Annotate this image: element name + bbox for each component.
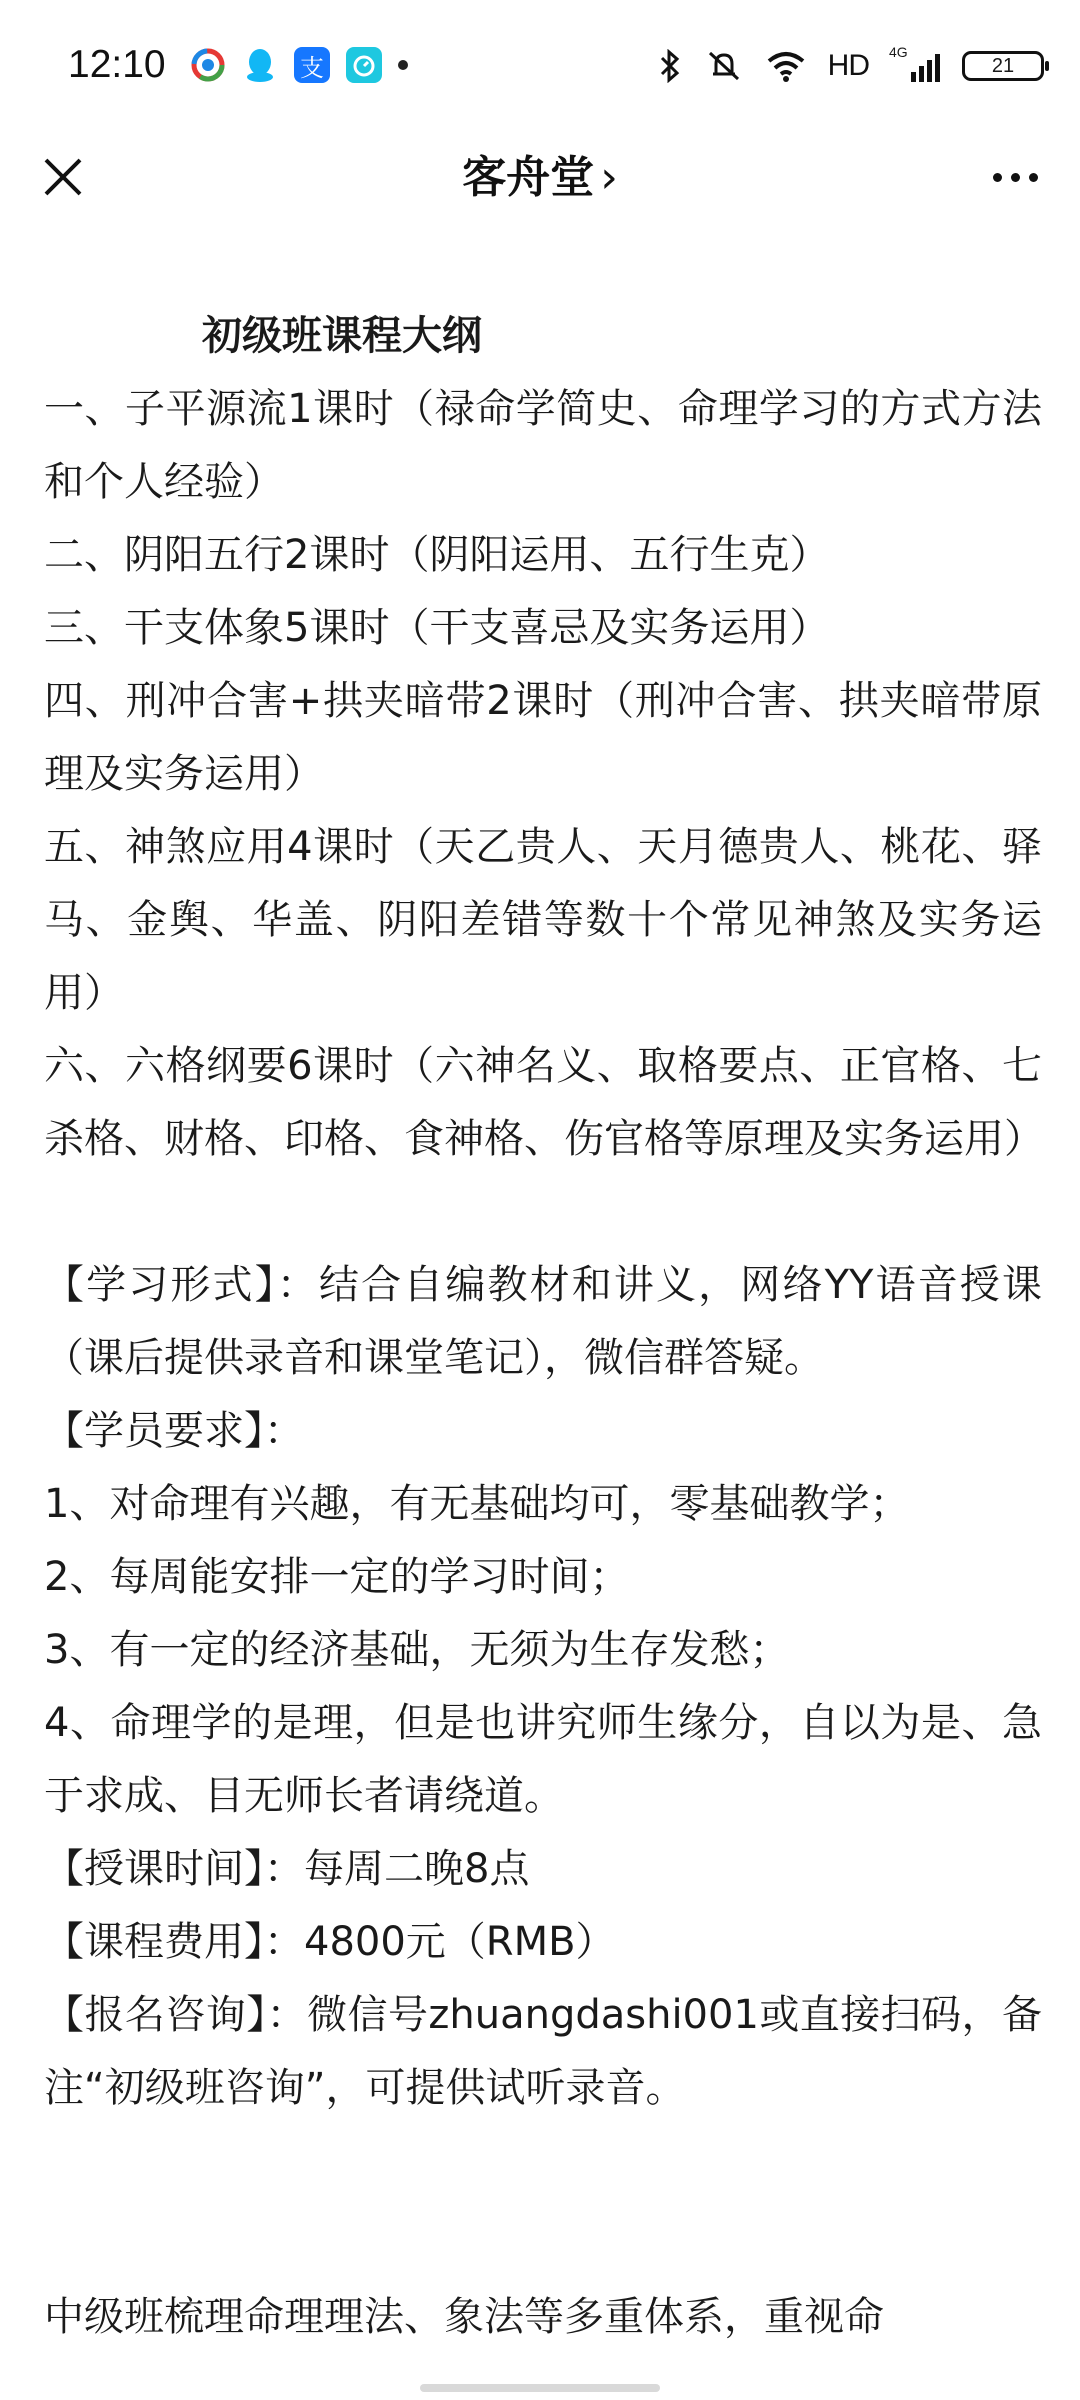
outline-item: 四、刑冲合害+拱夹暗带2课时（刑冲合害、拱夹暗带原理及实务运用） — [44, 678, 1042, 797]
more-dot-icon — [993, 173, 1002, 182]
class-time: 【授课时间】：每周二晚8点 — [44, 1846, 530, 1892]
bluetooth-icon — [658, 49, 682, 83]
mute-bell-icon — [704, 49, 744, 83]
registration-contact: 【报名咨询】：微信号zhuangdashi001或直接扫码，备注“初级班咨询”，可提供试听录音。 — [44, 1992, 1042, 2111]
network-type-label: 4G — [889, 44, 908, 60]
study-format: 【学习形式】：结合自编教材和讲义，网络YY语音授课（课后提供录音和课堂笔记），微信群答疑。 — [44, 1262, 1042, 1381]
wifi-icon — [766, 50, 806, 82]
status-indicators — [658, 44, 1044, 88]
status-bar — [0, 0, 1080, 132]
alipay-app-icon: 支 — [294, 47, 330, 83]
timer-app-icon — [346, 47, 382, 83]
requirement-item: 4、命理学的是理，但是也讲究师生缘分，自以为是、急于求成、目无师长者请绕道。 — [44, 1700, 1042, 1819]
article-body — [44, 300, 1042, 2354]
requirement-item: 2、每周能安排一定的学习时间； — [44, 1554, 630, 1600]
outline-item: 二、阴阳五行2课时（阴阳运用、五行生克） — [44, 532, 830, 578]
signal-icon — [889, 44, 940, 82]
nav-bar — [0, 132, 1080, 224]
chevron-right-icon: › — [600, 152, 618, 203]
qq-app-icon — [242, 47, 278, 83]
outline-item: 三、干支体象5课时（干支喜忌及实务运用） — [44, 605, 830, 651]
spacer — [44, 2125, 1042, 2271]
battery-icon — [962, 51, 1044, 81]
more-notifications-dot — [398, 60, 408, 70]
outline-item: 五、神煞应用4课时（天乙贵人、天月德贵人、桃花、驿马、金舆、华盖、阴阳差错等数十个常见神煞及实务运用） — [44, 824, 1042, 1016]
status-time: 12:10 — [68, 43, 166, 86]
spacer — [44, 1176, 1042, 1249]
outline-item: 一、子平源流1课时（禄命学简史、命理学习的方式方法和个人经验） — [44, 386, 1042, 505]
home-indicator[interactable] — [420, 2384, 660, 2392]
course-fee: 【课程费用】：4800元（RMB） — [44, 1919, 616, 1965]
student-requirements-label: 【学员要求】： — [44, 1408, 304, 1454]
outline-item: 六、六格纲要6课时（六神名义、取格要点、正官格、七杀格、财格、印格、食神格、伤官格等原理及实务运用） — [44, 1043, 1044, 1162]
more-options-button[interactable] — [970, 142, 1060, 212]
more-dot-icon — [1029, 173, 1038, 182]
browser-app-icon — [190, 47, 226, 83]
battery-level: 21 — [991, 54, 1015, 77]
more-dot-icon — [1011, 173, 1020, 182]
hd-indicator: HD — [827, 49, 869, 82]
account-title[interactable] — [0, 140, 1080, 216]
intermediate-class-text: 中级班梳理命理理法、象法等多重体系，重视命 — [44, 2294, 884, 2340]
requirement-item: 3、有一定的经济基础，无须为生存发愁； — [44, 1627, 790, 1673]
notification-icons — [190, 45, 408, 85]
course-outline-heading: 初级班课程大纲 — [202, 313, 482, 359]
account-name: 客舟堂 — [462, 152, 595, 203]
requirement-item: 1、对命理有兴趣，有无基础均可，零基础教学； — [44, 1481, 910, 1527]
